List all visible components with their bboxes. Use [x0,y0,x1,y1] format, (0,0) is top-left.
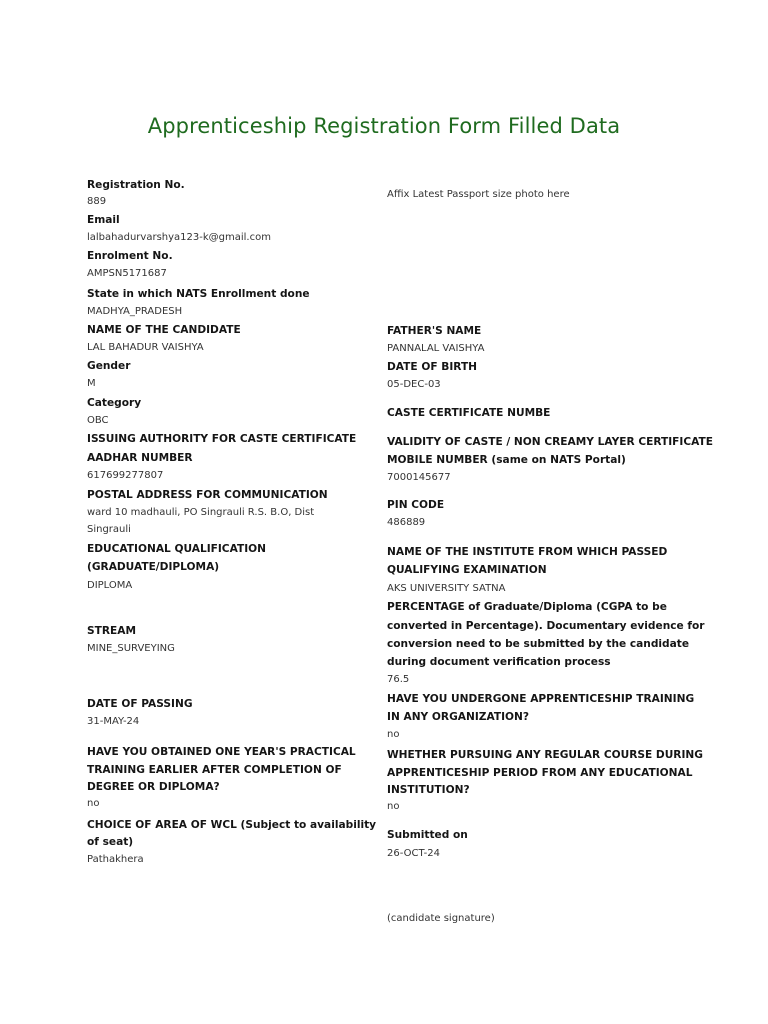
regular-course-label-line2: APPRENTICESHIP PERIOD FROM ANY EDUCATIONAL [387,767,693,779]
date-of-passing-value: 31-MAY-24 [87,716,140,727]
practical-training-label-line1: HAVE YOU OBTAINED ONE YEAR'S PRACTICAL [87,746,356,758]
category-label: Category [87,397,142,409]
mobile-value: 7000145677 [387,472,451,483]
candidate-name-value: LAL BAHADUR VAISHYA [87,342,204,353]
stream-label: STREAM [87,625,136,637]
caste-cert-no-label: CASTE CERTIFICATE NUMBE [387,407,551,419]
practical-training-label-line2: TRAINING EARLIER AFTER COMPLETION OF [87,764,342,776]
qualification-label-line2: (GRADUATE/DIPLOMA) [87,561,220,573]
percentage-label-line2: converted in Percentage). Documentary evidence for [387,620,705,632]
aadhar-value: 617699277807 [87,470,164,481]
gender-label: Gender [87,360,131,372]
father-name-label: FATHER'S NAME [387,325,482,337]
enrolment-no-label: Enrolment No. [87,250,173,262]
dob-label: DATE OF BIRTH [387,361,478,373]
regular-course-label-line3: INSTITUTION? [387,784,470,796]
percentage-value: 76.5 [387,674,410,685]
caste-validity-label: VALIDITY OF CASTE / NON CREAMY LAYER CERTIFICATE [387,436,713,448]
postal-address-value-line1: ward 10 madhauli, PO Singrauli R.S. B.O, Dist [87,507,315,518]
father-name-value: PANNALAL VAISHYA [387,343,485,354]
institute-label-line2: QUALIFYING EXAMINATION [387,564,547,576]
wcl-area-label-line1: CHOICE OF AREA OF WCL (Subject to availability [87,819,377,831]
registration-no-value: 889 [87,196,107,207]
email-value: lalbahadurvarshya123-k@gmail.com [87,232,271,243]
postal-address-label: POSTAL ADDRESS FOR COMMUNICATION [87,489,328,501]
nats-state-label: State in which NATS Enrollment done [87,288,310,300]
aadhar-label: AADHAR NUMBER [87,452,193,464]
candidate-name-label: NAME OF THE CANDIDATE [87,324,241,336]
wcl-area-label-line2: of seat) [87,836,134,848]
email-label: Email [87,214,120,226]
submitted-on-value: 26-OCT-24 [387,848,440,859]
pin-code-value: 486889 [387,517,426,528]
postal-address-value-line2: Singrauli [87,524,131,535]
pin-code-label: PIN CODE [387,499,445,511]
page-title: Apprenticeship Registration Form Filled Data [147,114,621,138]
regular-course-value: no [387,801,400,812]
mobile-label: MOBILE NUMBER (same on NATS Portal) [387,454,626,466]
submitted-on-label: Submitted on [387,829,468,841]
institute-value: AKS UNIVERSITY SATNA [387,583,506,594]
dob-value: 05-DEC-03 [387,379,441,390]
registration-no-label: Registration No. [87,179,185,191]
caste-authority-label: ISSUING AUTHORITY FOR CASTE CERTIFICATE [87,433,357,445]
prior-apprenticeship-label-line1: HAVE YOU UNDERGONE APPRENTICESHIP TRAINING [387,693,695,705]
institute-label-line1: NAME OF THE INSTITUTE FROM WHICH PASSED [387,546,668,558]
date-of-passing-label: DATE OF PASSING [87,698,193,710]
nats-state-value: MADHYA_PRADESH [87,306,183,317]
percentage-label-line4: during document verification process [387,656,611,668]
category-value: OBC [87,415,109,426]
prior-apprenticeship-value: no [387,729,400,740]
wcl-area-value: Pathakhera [87,854,144,865]
practical-training-value: no [87,798,100,809]
photo-placeholder-note: Affix Latest Passport size photo here [387,189,570,200]
percentage-label-line1: PERCENTAGE of Graduate/Diploma (CGPA to be [387,601,667,613]
stream-value: MINE_SURVEYING [87,643,175,654]
enrolment-no-value: AMPSN5171687 [87,268,167,279]
signature-note: (candidate signature) [387,913,495,924]
practical-training-label-line3: DEGREE OR DIPLOMA? [87,781,220,793]
qualification-value: DIPLOMA [87,580,133,591]
percentage-label-line3: conversion need to be submitted by the candidate [387,638,690,650]
regular-course-label-line1: WHETHER PURSUING ANY REGULAR COURSE DURING [387,749,703,761]
prior-apprenticeship-label-line2: IN ANY ORGANIZATION? [387,711,530,723]
gender-value: M [87,378,96,389]
qualification-label-line1: EDUCATIONAL QUALIFICATION [87,543,267,555]
